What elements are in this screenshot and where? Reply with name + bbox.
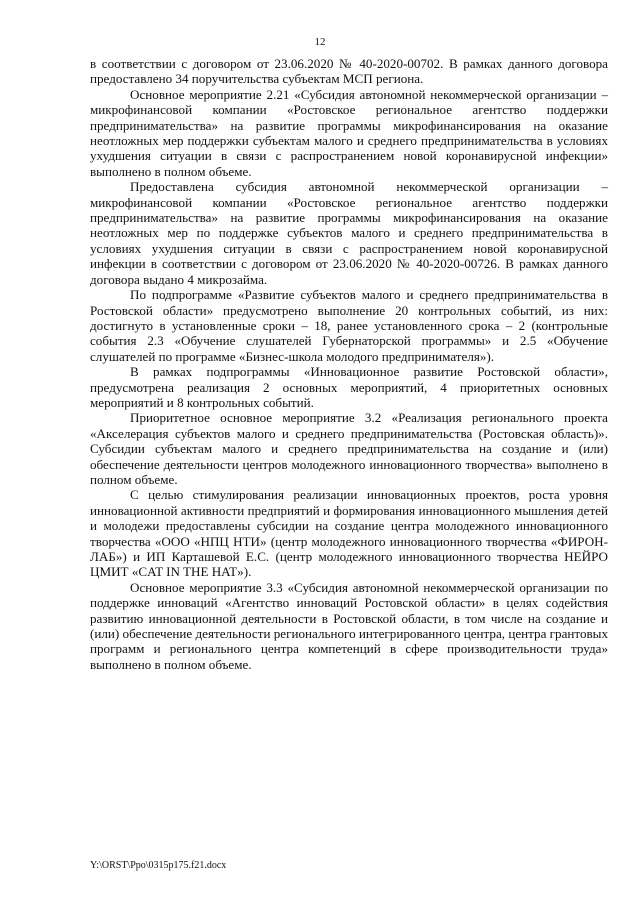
paragraph: Основное мероприятие 2.21 «Субсидия автономной некоммерческой организации – микрофинансовой компании «Ростовское региональное агентство поддержки предпринимательства» на развитие программы микрофинансирования на оказание неотложных мер поддержки субъектам малого и среднего предпринимательства в условиях ухудшения ситуации в связи с распространением новой коронавирусной инфекции» выполнено в полном объеме. — [90, 86, 608, 179]
paragraph: С целью стимулирования реализации инновационных проектов, роста уровня инновационной активности предприятий и формирования инновационного мышления детей и молодежи предоставлены субсидии на создание центра молодежного инновационного творчества «ООО «НПЦ НТИ» (центр молодежного инновационного творчества «ФИРОН-ЛАБ») и ИП Карташевой Е.С. (центр молодежного инновационного творчества НЕЙРО ЦМИТ «CAT IN THE HAT»). — [90, 487, 608, 580]
document-body — [90, 56, 608, 672]
file-path-footer: Y:\ORST\Ppo\0315p175.f21.docx — [90, 860, 227, 871]
page-number: 12 — [314, 36, 326, 48]
paragraph: По подпрограмме «Развитие субъектов малого и среднего предпринимательства в Ростовской области» предусмотрено выполнение 20 контрольных событий, из них: достигнуто в установленные сроки – 18, ранее установленного срока – 2 (контрольные события 2.3 «Обучение слушателей Губернаторской программы» и 2.5 «Обучение слушателей по программе «Бизнес-школа молодого предпринимателя»). — [90, 287, 608, 364]
paragraph: Приоритетное основное мероприятие 3.2 «Реализация регионального проекта «Акселерация субъектов малого и среднего предпринимательства (Ростовская область)». Субсидии субъектам малого и среднего предпринимательства на создание и (или) обеспечение деятельности центров молодежного инновационного творчества» выполнено в полном объеме. — [90, 410, 608, 487]
paragraph: в соответствии с договором от 23.06.2020 № 40-2020-00702. В рамках данного договора предоставлено 34 поручительства субъектам МСП региона. — [90, 56, 608, 87]
paragraph: В рамках подпрограммы «Инновационное развитие Ростовской области», предусмотрена реализация 2 основных мероприятий, 4 приоритетных основных мероприятий и 8 контрольных событий. — [90, 364, 608, 410]
paragraph: Предоставлена субсидия автономной некоммерческой организации – микрофинансовой компании «Ростовское региональное агентство поддержки предпринимательства» на развитие программы микрофинансирования на оказание неотложных мер по поддержке субъектов малого и среднего предпринимательства в условиях ухудшения ситуации в связи с распространением новой коронавирусной инфекции в соответствии с договором от 23.06.2020 № 40-2020-00726. В рамках данного договора выдано 4 микрозайма. — [90, 179, 608, 287]
paragraph: Основное мероприятие 3.3 «Субсидия автономной некоммерческой организации по поддержке инноваций «Агентство инноваций Ростовской области» в целях содействия развитию инновационной деятельности в Ростовской области, в том числе на создание и (или) обеспечение деятельности регионального интегрированного центра, центра грантовых программ и регионального центра компетенций в сфере производительности труда» выполнено в полном объеме. — [90, 579, 609, 672]
